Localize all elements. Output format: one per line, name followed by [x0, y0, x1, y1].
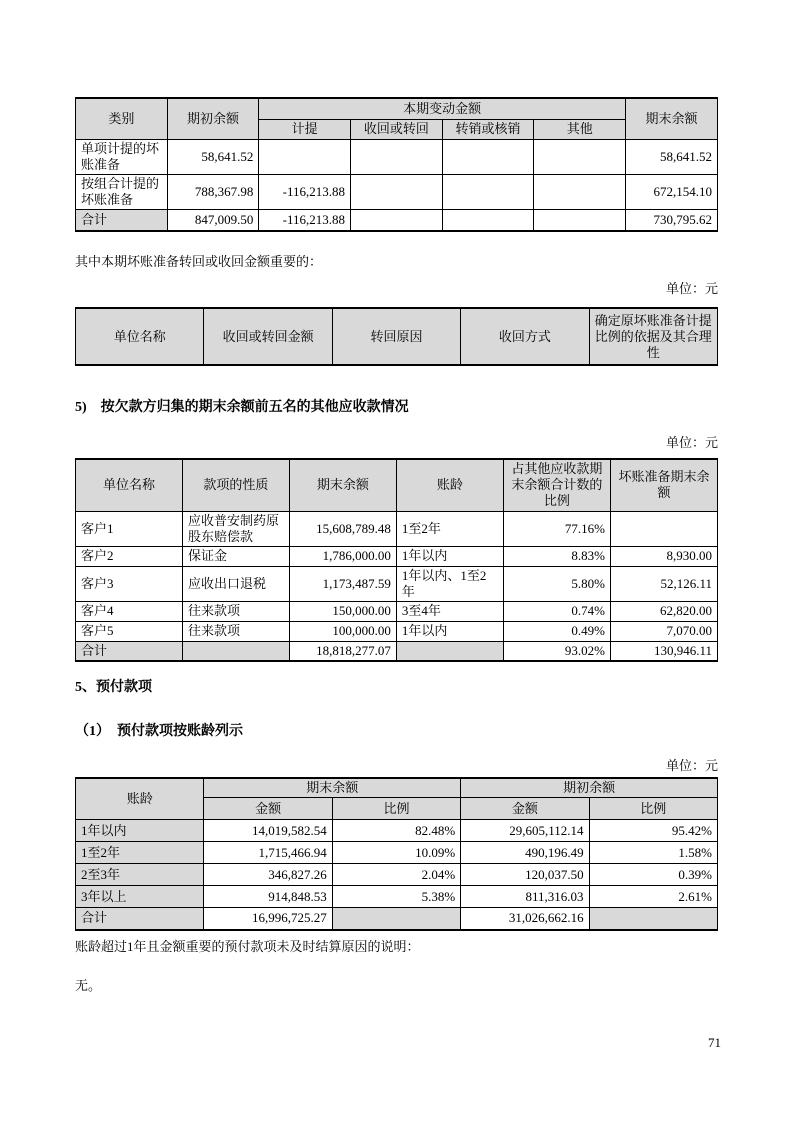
- table-cell: [396, 641, 503, 661]
- prepayments-aging-table: [75, 777, 718, 931]
- table-cell: 52,126.11: [611, 566, 718, 601]
- table-cell: 2.61%: [589, 886, 717, 908]
- recover-table: [75, 307, 718, 366]
- note-aging-over-1-year: 账龄超过1年且金额重要的预付款项未及时结算原因的说明：: [75, 938, 420, 954]
- column-header: 计提: [259, 119, 351, 139]
- table-cell: 单项计提的坏账准备: [76, 139, 168, 174]
- table-total-row: [76, 908, 718, 930]
- table-cell: [332, 908, 460, 930]
- table-cell: [182, 641, 289, 661]
- note-recover-important: 其中本期坏账准备转回或收回金额重要的：: [75, 254, 323, 269]
- table-cell: 788,367.98: [167, 174, 259, 209]
- table-cell: 811,316.03: [461, 886, 589, 908]
- table-row: [76, 864, 718, 886]
- table-row: [76, 139, 718, 174]
- table-cell: [611, 511, 718, 546]
- table-row: [76, 511, 718, 546]
- table-header-row: [76, 98, 718, 119]
- table-cell: 往来款项: [182, 621, 289, 641]
- table-cell: 1,786,000.00: [289, 546, 396, 566]
- table-cell: 客户1: [76, 511, 183, 546]
- table-cell: 847,009.50: [167, 209, 259, 231]
- table-cell: [534, 174, 626, 209]
- table-total-row: [76, 641, 718, 661]
- table-cell: 往来款项: [182, 601, 289, 621]
- section-heading-top5-receivables: 5) 按欠款方归集的期末余额前五名的其他应收款情况: [75, 400, 409, 415]
- table-cell: 120,037.50: [461, 864, 589, 886]
- table-cell: 490,196.49: [461, 842, 589, 864]
- column-header: 账龄: [396, 459, 503, 511]
- table-cell: 672,154.10: [626, 174, 718, 209]
- column-header: 金额: [461, 798, 589, 820]
- table-cell: 8.83%: [503, 546, 610, 566]
- section-heading-prepayments: 5、预付款项: [75, 680, 152, 695]
- table-cell: [259, 139, 351, 174]
- table-cell: [589, 908, 717, 930]
- table-header-row: [76, 308, 718, 365]
- table-cell: 8,930.00: [611, 546, 718, 566]
- table-row: [76, 621, 718, 641]
- table-cell: 保证金: [182, 546, 289, 566]
- table-header-row: [76, 459, 718, 511]
- table-row: [76, 174, 718, 209]
- table-cell: [534, 139, 626, 174]
- table-cell: -116,213.88: [259, 174, 351, 209]
- column-header: 收回或转回金额: [204, 308, 332, 365]
- table-cell: [351, 174, 443, 209]
- table-cell: 150,000.00: [289, 601, 396, 621]
- table-cell: 合计: [76, 641, 183, 661]
- note-none: 无。: [75, 977, 102, 993]
- table-cell: 1年以内: [396, 546, 503, 566]
- table-cell: 2至3年: [76, 864, 204, 886]
- table-cell: 2.04%: [332, 864, 460, 886]
- table-cell: 93.02%: [503, 641, 610, 661]
- table-row: [76, 820, 718, 842]
- table-cell: [442, 174, 534, 209]
- table-cell: 1年以内、1至2年: [396, 566, 503, 601]
- table-cell: 58,641.52: [167, 139, 259, 174]
- table-cell: [351, 209, 443, 231]
- table-cell: 77.16%: [503, 511, 610, 546]
- table-cell: [442, 209, 534, 231]
- column-header: 收回方式: [461, 308, 589, 365]
- table-cell: 14,019,582.54: [204, 820, 332, 842]
- table-header-row: [76, 778, 718, 798]
- column-header: 占其他应收款期末余额合计数的比例: [503, 459, 610, 511]
- column-header: 确定原坏账准备计提比例的依据及其合理性: [589, 308, 717, 365]
- table-cell: 346,827.26: [204, 864, 332, 886]
- column-header: 转回原因: [332, 308, 460, 365]
- top5-receivables-table: [75, 458, 718, 662]
- column-header: 类别: [76, 98, 168, 139]
- column-header-group: 期末余额: [204, 778, 461, 798]
- unit-label: 单位：元: [665, 281, 718, 296]
- table-cell: 1至2年: [76, 842, 204, 864]
- table-cell: 合计: [76, 908, 204, 930]
- page-number: 71: [708, 1035, 721, 1050]
- unit-label: 单位：元: [665, 435, 718, 450]
- column-header: 收回或转回: [351, 119, 443, 139]
- table-cell: 15,608,789.48: [289, 511, 396, 546]
- table-total-row: [76, 209, 718, 231]
- column-header: 其他: [534, 119, 626, 139]
- table-cell: 1年以内: [396, 621, 503, 641]
- table-cell: 730,795.62: [626, 209, 718, 231]
- table-cell: 应收普安制药原股东赔偿款: [182, 511, 289, 546]
- table-cell: 58,641.52: [626, 139, 718, 174]
- table-cell: 62,820.00: [611, 601, 718, 621]
- table-cell: [442, 139, 534, 174]
- table-cell: 3年以上: [76, 886, 204, 908]
- table-cell: 3至4年: [396, 601, 503, 621]
- table-cell: 18,818,277.07: [289, 641, 396, 661]
- table-cell: 按组合计提的坏账准备: [76, 174, 168, 209]
- unit-label: 单位：元: [665, 758, 718, 773]
- table-cell: 100,000.00: [289, 621, 396, 641]
- table-cell: 客户3: [76, 566, 183, 601]
- table-cell: 客户5: [76, 621, 183, 641]
- table-row: [76, 566, 718, 601]
- section-heading-prepayments-aging: （1） 预付款项按账龄列示: [75, 724, 243, 739]
- column-header: 账龄: [76, 778, 204, 820]
- bad-debt-provision-table: [75, 97, 718, 232]
- column-header: 比例: [589, 798, 717, 820]
- table-cell: 29,605,112.14: [461, 820, 589, 842]
- table-cell: 130,946.11: [611, 641, 718, 661]
- table-cell: 0.74%: [503, 601, 610, 621]
- column-header: 期末余额: [626, 98, 718, 139]
- table-cell: 0.39%: [589, 864, 717, 886]
- table-cell: 1,715,466.94: [204, 842, 332, 864]
- table-cell: -116,213.88: [259, 209, 351, 231]
- column-header: 单位名称: [76, 308, 204, 365]
- table-cell: 5.80%: [503, 566, 610, 601]
- table-row: [76, 886, 718, 908]
- table-cell: [351, 139, 443, 174]
- table-cell: 1年以内: [76, 820, 204, 842]
- table-cell: 31,026,662.16: [461, 908, 589, 930]
- column-header: 款项的性质: [182, 459, 289, 511]
- table-cell: 0.49%: [503, 621, 610, 641]
- table-cell: 95.42%: [589, 820, 717, 842]
- table-cell: 合计: [76, 209, 168, 231]
- table-row: [76, 546, 718, 566]
- table-row: [76, 842, 718, 864]
- table-cell: 10.09%: [332, 842, 460, 864]
- table-cell: 7,070.00: [611, 621, 718, 641]
- column-header: 比例: [332, 798, 460, 820]
- table-cell: 1至2年: [396, 511, 503, 546]
- table-cell: 客户4: [76, 601, 183, 621]
- table-cell: 应收出口退税: [182, 566, 289, 601]
- table-cell: [534, 209, 626, 231]
- table-cell: 16,996,725.27: [204, 908, 332, 930]
- table-cell: 客户2: [76, 546, 183, 566]
- table-cell: 1.58%: [589, 842, 717, 864]
- table-cell: 5.38%: [332, 886, 460, 908]
- column-header: 期初余额: [167, 98, 259, 139]
- column-header: 转销或核销: [442, 119, 534, 139]
- table-cell: 82.48%: [332, 820, 460, 842]
- column-header-group: 本期变动金额: [259, 98, 626, 119]
- column-header: 坏账准备期末余额: [611, 459, 718, 511]
- table-cell: 914,848.53: [204, 886, 332, 908]
- column-header-group: 期初余额: [461, 778, 718, 798]
- column-header: 金额: [204, 798, 332, 820]
- column-header: 单位名称: [76, 459, 183, 511]
- table-cell: 1,173,487.59: [289, 566, 396, 601]
- column-header: 期末余额: [289, 459, 396, 511]
- table-row: [76, 601, 718, 621]
